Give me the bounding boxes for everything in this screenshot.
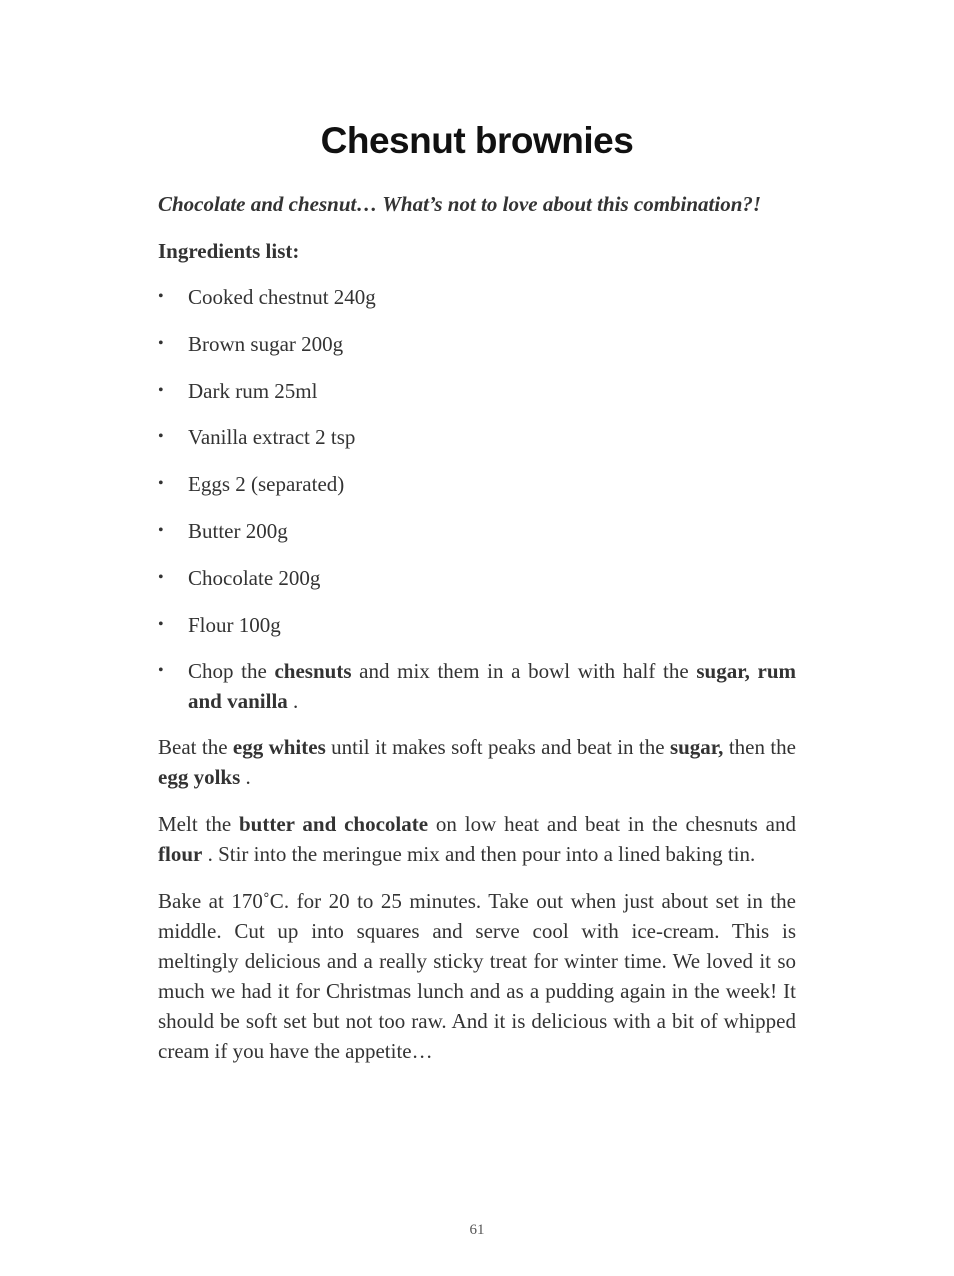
recipe-body [158, 189, 796, 1083]
list-item [158, 563, 796, 593]
bullet-icon: • [158, 381, 164, 399]
ingredient-text: Cooked chestnut 240g [188, 285, 376, 309]
ingredient-text: Butter 200g [188, 518, 288, 543]
step-text: Chop the [188, 659, 275, 684]
step-text: Beat the [158, 735, 233, 760]
bullet-icon: • [158, 475, 164, 493]
ingredient-text: Brown sugar 200g [188, 331, 344, 356]
step-text: on low heat and beat in the chesnuts and [428, 812, 796, 837]
ingredient-text: Chocolate 200g [188, 565, 321, 590]
bullet-icon: • [158, 521, 164, 539]
step-bake: Bake at 170˚C. for 20 to 25 minutes. Take out when just about set in the middle. Cut up into squares and serve cool with ice-cream. This is meltingly delicious and a really sticky treat for winter time. We loved it so much we had it for Christmas lunch and as a pudding again in the week! It should be soft set but not too raw. And it is delicious with a bit of whipped cream if you have the appetite… [158, 889, 796, 1064]
step-text: and mix them in a bowl with half the [351, 659, 697, 684]
step-text: . [287, 689, 299, 714]
bullet-icon: • [158, 334, 164, 352]
step-text: . [240, 765, 251, 790]
ingredient-text: Vanilla extract 2 tsp [188, 425, 356, 450]
step-keyword: chesnuts [274, 659, 352, 684]
step-melt-butter [158, 809, 796, 869]
step-keyword: flour [158, 842, 203, 867]
step-keyword: egg whites [232, 735, 326, 760]
ingredient-text: Eggs 2 (separated) [188, 472, 345, 497]
list-item [158, 422, 796, 452]
ingredients-heading: Ingredients list: [158, 239, 300, 263]
step-chop-chesnuts [158, 656, 796, 716]
bullet-icon: • [158, 568, 164, 586]
bullet-icon: • [158, 428, 164, 446]
step-keyword: sugar, [669, 735, 724, 760]
bullet-icon: • [158, 662, 164, 680]
recipe-title: Chesnut brownies [320, 120, 634, 161]
recipe-intro: Chocolate and chesnut… What’s not to love about this combination?! [158, 192, 762, 216]
list-item [158, 469, 796, 499]
ingredient-text: Flour 100g [188, 612, 281, 637]
page-number: 61 [469, 1222, 485, 1238]
ingredients-list [158, 282, 796, 716]
step-keyword: butter and chocolate [238, 812, 429, 837]
ingredient-text: Dark rum 25ml [188, 378, 318, 403]
list-item [158, 376, 796, 406]
list-item [158, 329, 796, 359]
list-item [158, 516, 796, 546]
step-text: . Stir into the meringue mix and then pour into a lined baking tin. [202, 842, 756, 867]
list-item [158, 610, 796, 640]
bullet-icon: • [158, 288, 164, 305]
step-text: Melt the [158, 812, 239, 837]
bullet-icon: • [158, 615, 164, 633]
step-text: then the [723, 735, 796, 760]
step-keyword: sugar, rum and vanilla [188, 659, 796, 714]
step-keyword: egg yolks [158, 765, 241, 790]
list-item [158, 282, 796, 312]
step-text: until it makes soft peaks and beat in the [325, 735, 670, 760]
step-beat-egg-whites [158, 732, 796, 792]
